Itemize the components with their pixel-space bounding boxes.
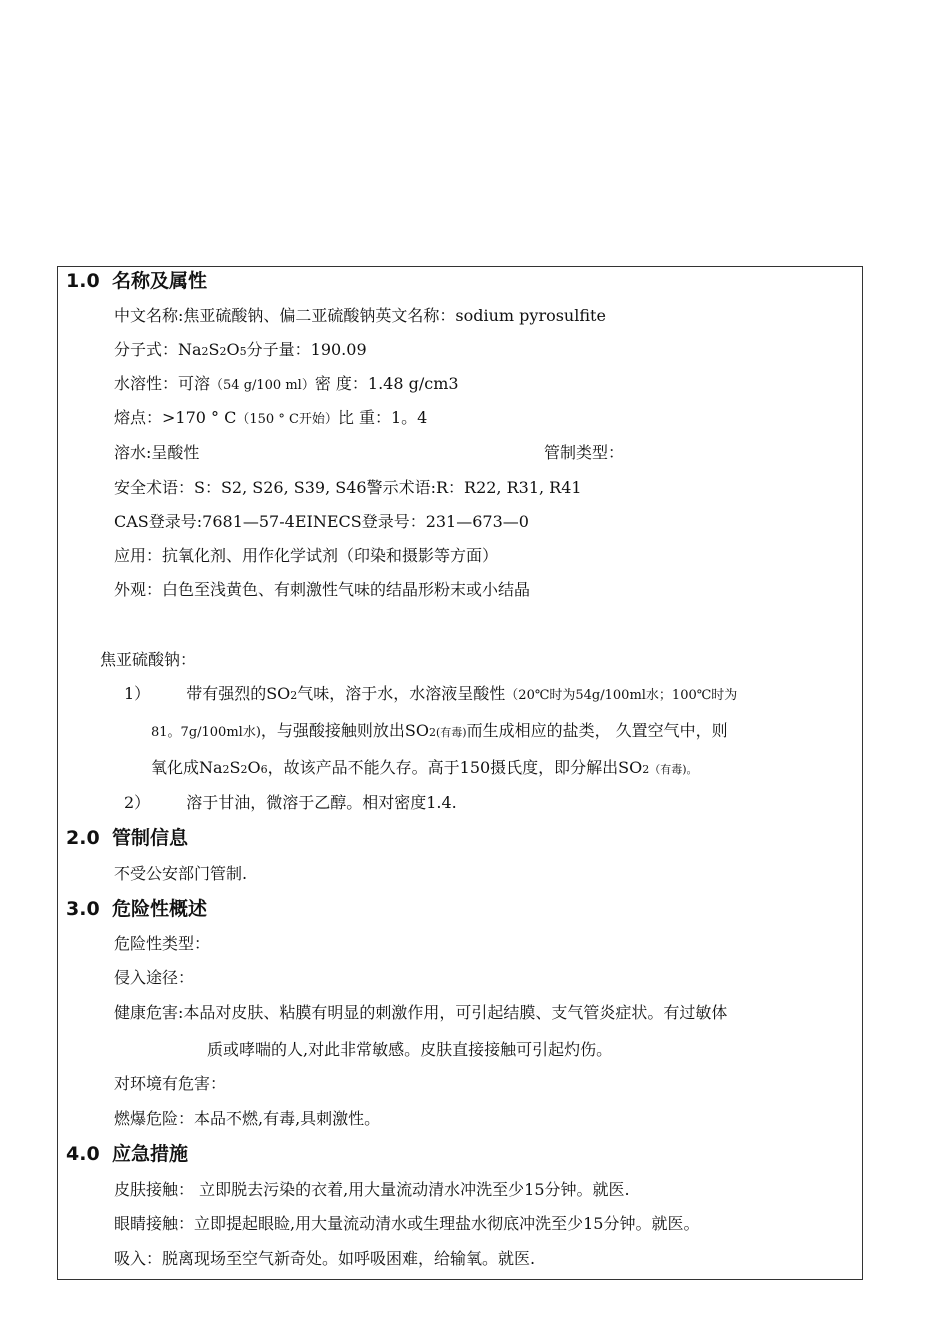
cas-number: CAS登录号:7681—57-4EINECS登录号：231—673—0 bbox=[114, 512, 529, 531]
list-text: 带有强烈的SO bbox=[186, 684, 291, 703]
appearance: 外观：白色至浅黄色、有刺激性气味的结晶形粉末或小结晶 bbox=[114, 580, 531, 599]
section-heading-4 bbox=[66, 1142, 188, 1166]
document-frame bbox=[57, 266, 863, 1280]
list-text: 溶于甘油，微溶于乙醇。相对密度1.4. bbox=[186, 793, 457, 812]
section-title: 应急措施 bbox=[112, 1143, 189, 1165]
environmental-hazard: 对环境有危害： bbox=[114, 1074, 227, 1093]
list-number: 1） bbox=[124, 684, 151, 703]
control-type: 管制类型： bbox=[544, 443, 625, 462]
list-number: 2） bbox=[124, 793, 151, 812]
molecular-formula bbox=[114, 339, 367, 363]
list-note: （20℃时为54g/100ml水；100℃时为 bbox=[505, 688, 738, 703]
solubility-value: （54 g/100 ml） bbox=[210, 378, 315, 393]
subscript: 2 bbox=[290, 689, 298, 702]
subscript: 6 bbox=[260, 763, 268, 776]
formula-element: S bbox=[208, 340, 220, 359]
subscript: 2 bbox=[642, 763, 650, 776]
list-item-1 bbox=[124, 683, 737, 707]
sub-heading: 焦亚硫酸钠： bbox=[100, 650, 197, 669]
molecular-weight: 分子量：190.09 bbox=[246, 340, 367, 359]
solubility-label: 水溶性：可溶 bbox=[114, 374, 211, 393]
subscript: 2 bbox=[428, 726, 436, 739]
list-text: 氧化成Na bbox=[151, 758, 223, 777]
list-note: 81。7g/100ml水) bbox=[151, 725, 261, 740]
formula-subscript: 2 bbox=[201, 345, 209, 358]
list-text: ，故该产品不能久存。高于150摄氏度，即分解出SO bbox=[267, 758, 643, 777]
list-text: ，与强酸接触则放出SO bbox=[260, 721, 429, 740]
list-item-1-line-3 bbox=[151, 757, 698, 781]
density: 密 度：1.48 g/cm3 bbox=[314, 374, 459, 393]
melting-point-note: （150 ° C开始） bbox=[236, 412, 338, 427]
formula-subscript: 2 bbox=[219, 345, 227, 358]
formula-prefix: 分子式：Na bbox=[114, 340, 202, 359]
formula-subscript: 5 bbox=[239, 345, 247, 358]
water-solubility bbox=[114, 373, 459, 397]
subscript: 2 bbox=[240, 763, 248, 776]
list-note: (有毒) bbox=[435, 726, 467, 739]
list-text: O bbox=[247, 758, 261, 777]
control-info: 不受公安部门管制. bbox=[114, 864, 248, 883]
health-hazard: 健康危害:本品对皮肤、粘膜有明显的刺激作用，可引起结膜、支气管炎症状。有过敏体 bbox=[114, 1003, 728, 1022]
section-title: 名称及属性 bbox=[112, 270, 208, 292]
list-text: 气味，溶于水，水溶液呈酸性 bbox=[297, 684, 506, 703]
section-heading-1 bbox=[66, 269, 207, 293]
fire-hazard: 燃爆危险：本品不燃,有毒,具刺激性。 bbox=[114, 1109, 381, 1128]
section-heading-3 bbox=[66, 897, 207, 921]
exposure-route: 侵入途径： bbox=[114, 968, 195, 987]
list-text: 而生成相应的盐类， 久置空气中，则 bbox=[466, 721, 728, 740]
acidity: 溶水:呈酸性 bbox=[114, 443, 200, 462]
section-title: 危险性概述 bbox=[112, 898, 208, 920]
melting-point bbox=[114, 407, 427, 431]
section-number: 2.0 bbox=[66, 827, 100, 849]
list-text: S bbox=[229, 758, 241, 777]
eye-contact: 眼睛接触：立即提起眼睑,用大量流动清水或生理盐水彻底冲洗至少15分钟。就医。 bbox=[114, 1214, 700, 1233]
section-title: 管制信息 bbox=[112, 827, 189, 849]
hazard-type: 危险性类型： bbox=[114, 934, 211, 953]
formula-element: O bbox=[226, 340, 240, 359]
skin-contact: 皮肤接触： 立即脱去污染的衣着,用大量流动清水冲洗至少15分钟。就医. bbox=[114, 1180, 630, 1199]
section-number: 1.0 bbox=[66, 270, 100, 292]
safety-terms: 安全术语：S：S2, S26, S39, S46警示术语:R：R22, R31, R41 bbox=[114, 478, 582, 497]
inhalation: 吸入：脱离现场至空气新奇处。如呼吸困难，给输氧。就医. bbox=[114, 1249, 536, 1268]
section-heading-2 bbox=[66, 826, 188, 850]
specific-gravity: 比 重：1。4 bbox=[337, 408, 428, 427]
list-item-1-line-2 bbox=[151, 720, 728, 744]
subscript: 2 bbox=[222, 763, 230, 776]
list-note: （有毒)。 bbox=[649, 763, 698, 776]
chemical-names: 中文名称:焦亚硫酸钠、偏二亚硫酸钠英文名称：sodium pyrosulfite bbox=[114, 306, 606, 325]
health-hazard-continued: 质或哮喘的人,对此非常敏感。皮肤直接接触可引起灼伤。 bbox=[207, 1040, 613, 1059]
list-item-2 bbox=[124, 792, 457, 814]
melting-point-value: 熔点：>170 ° C bbox=[114, 408, 237, 427]
section-number: 4.0 bbox=[66, 1143, 100, 1165]
section-number: 3.0 bbox=[66, 898, 100, 920]
application: 应用：抗氧化剂、用作化学试剂（印染和摄影等方面） bbox=[114, 546, 499, 565]
